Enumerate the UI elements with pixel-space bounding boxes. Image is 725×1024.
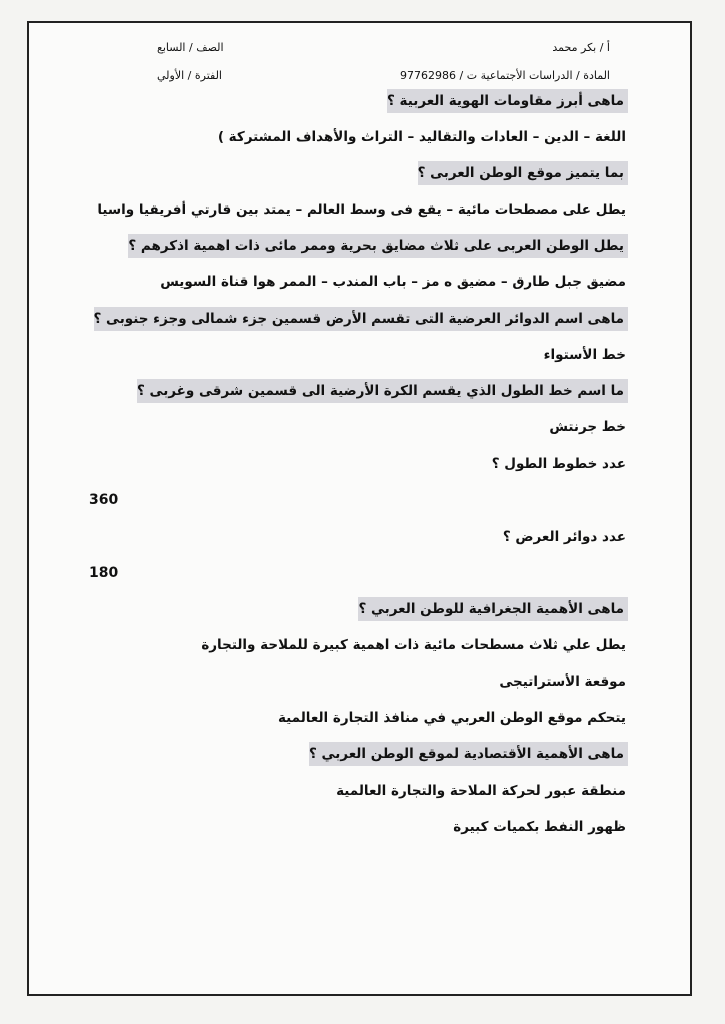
- question-row: ماهى أبرز مقاومات الهوية العربية ؟: [387, 89, 628, 113]
- answer-row: موقعة الأستراتيجى: [499, 674, 626, 690]
- answer-row: اللغة – الدين – العادات والتقاليد – التراث والأهداف المشتركة ): [217, 129, 626, 145]
- question-row: ماهى الأهمية الجغرافية للوطن العربي ؟: [358, 597, 628, 621]
- teacher-name: أ / بكر محمد: [552, 41, 610, 54]
- question-row: ماهى اسم الدوائر العرضية التى تقسم الأرض قسمين جزء شمالى وجزء جنوبى ؟: [94, 307, 628, 331]
- answer-row: منطقة عبور لحركة الملاحة والتجارة العالمية: [336, 783, 626, 799]
- question-row: يطل الوطن العربى على ثلاث مضايق بحرية وممر مائى ذات اهمية اذكرهم ؟: [128, 234, 628, 258]
- answer-row: يطل على مصطحات مائية – يقع فى وسط العالم – يمتد بين قارتي أفريقيا واسيا: [97, 202, 626, 218]
- number-answer: 180: [89, 565, 119, 581]
- question-row: ما اسم خط الطول الذي يقسم الكرة الأرضية الى قسمين شرقى وغربى ؟: [137, 379, 628, 403]
- period-label: الفترة / الأولي: [157, 69, 222, 82]
- worksheet-page: [27, 21, 692, 996]
- answer-row: مضيق جبل طارق – مضيق ه مز – باب المندب – الممر هوا قناة السويس: [160, 274, 626, 290]
- answer-row: عدد خطوط الطول ؟: [491, 456, 626, 472]
- answer-row: يطل علي ثلاث مسطحات مائية ذات اهمية كبيرة للملاحة والتجارة: [201, 637, 626, 653]
- answer-row: ظهور النفط بكميات كبيرة: [453, 819, 626, 835]
- subject-label: المادة / الدراسات الأجتماعية ت / 97762986: [400, 69, 610, 82]
- number-answer: 360: [89, 492, 119, 508]
- answer-row: يتحكم موقع الوطن العربي في منافذ التجارة العالمية: [277, 710, 626, 726]
- answer-row: عدد دوائر العرض ؟: [502, 529, 626, 545]
- class-label: الصف / السابع: [157, 41, 224, 54]
- answer-row: خط جرنتش: [549, 419, 626, 435]
- question-row: ماهى الأهمية الأقتصادية لموقع الوطن العربي ؟: [309, 742, 628, 766]
- worksheet-content: [29, 23, 690, 994]
- question-row: بما يتميز موقع الوطن العربى ؟: [418, 161, 628, 185]
- answer-row: خط الأستواء: [543, 347, 626, 363]
